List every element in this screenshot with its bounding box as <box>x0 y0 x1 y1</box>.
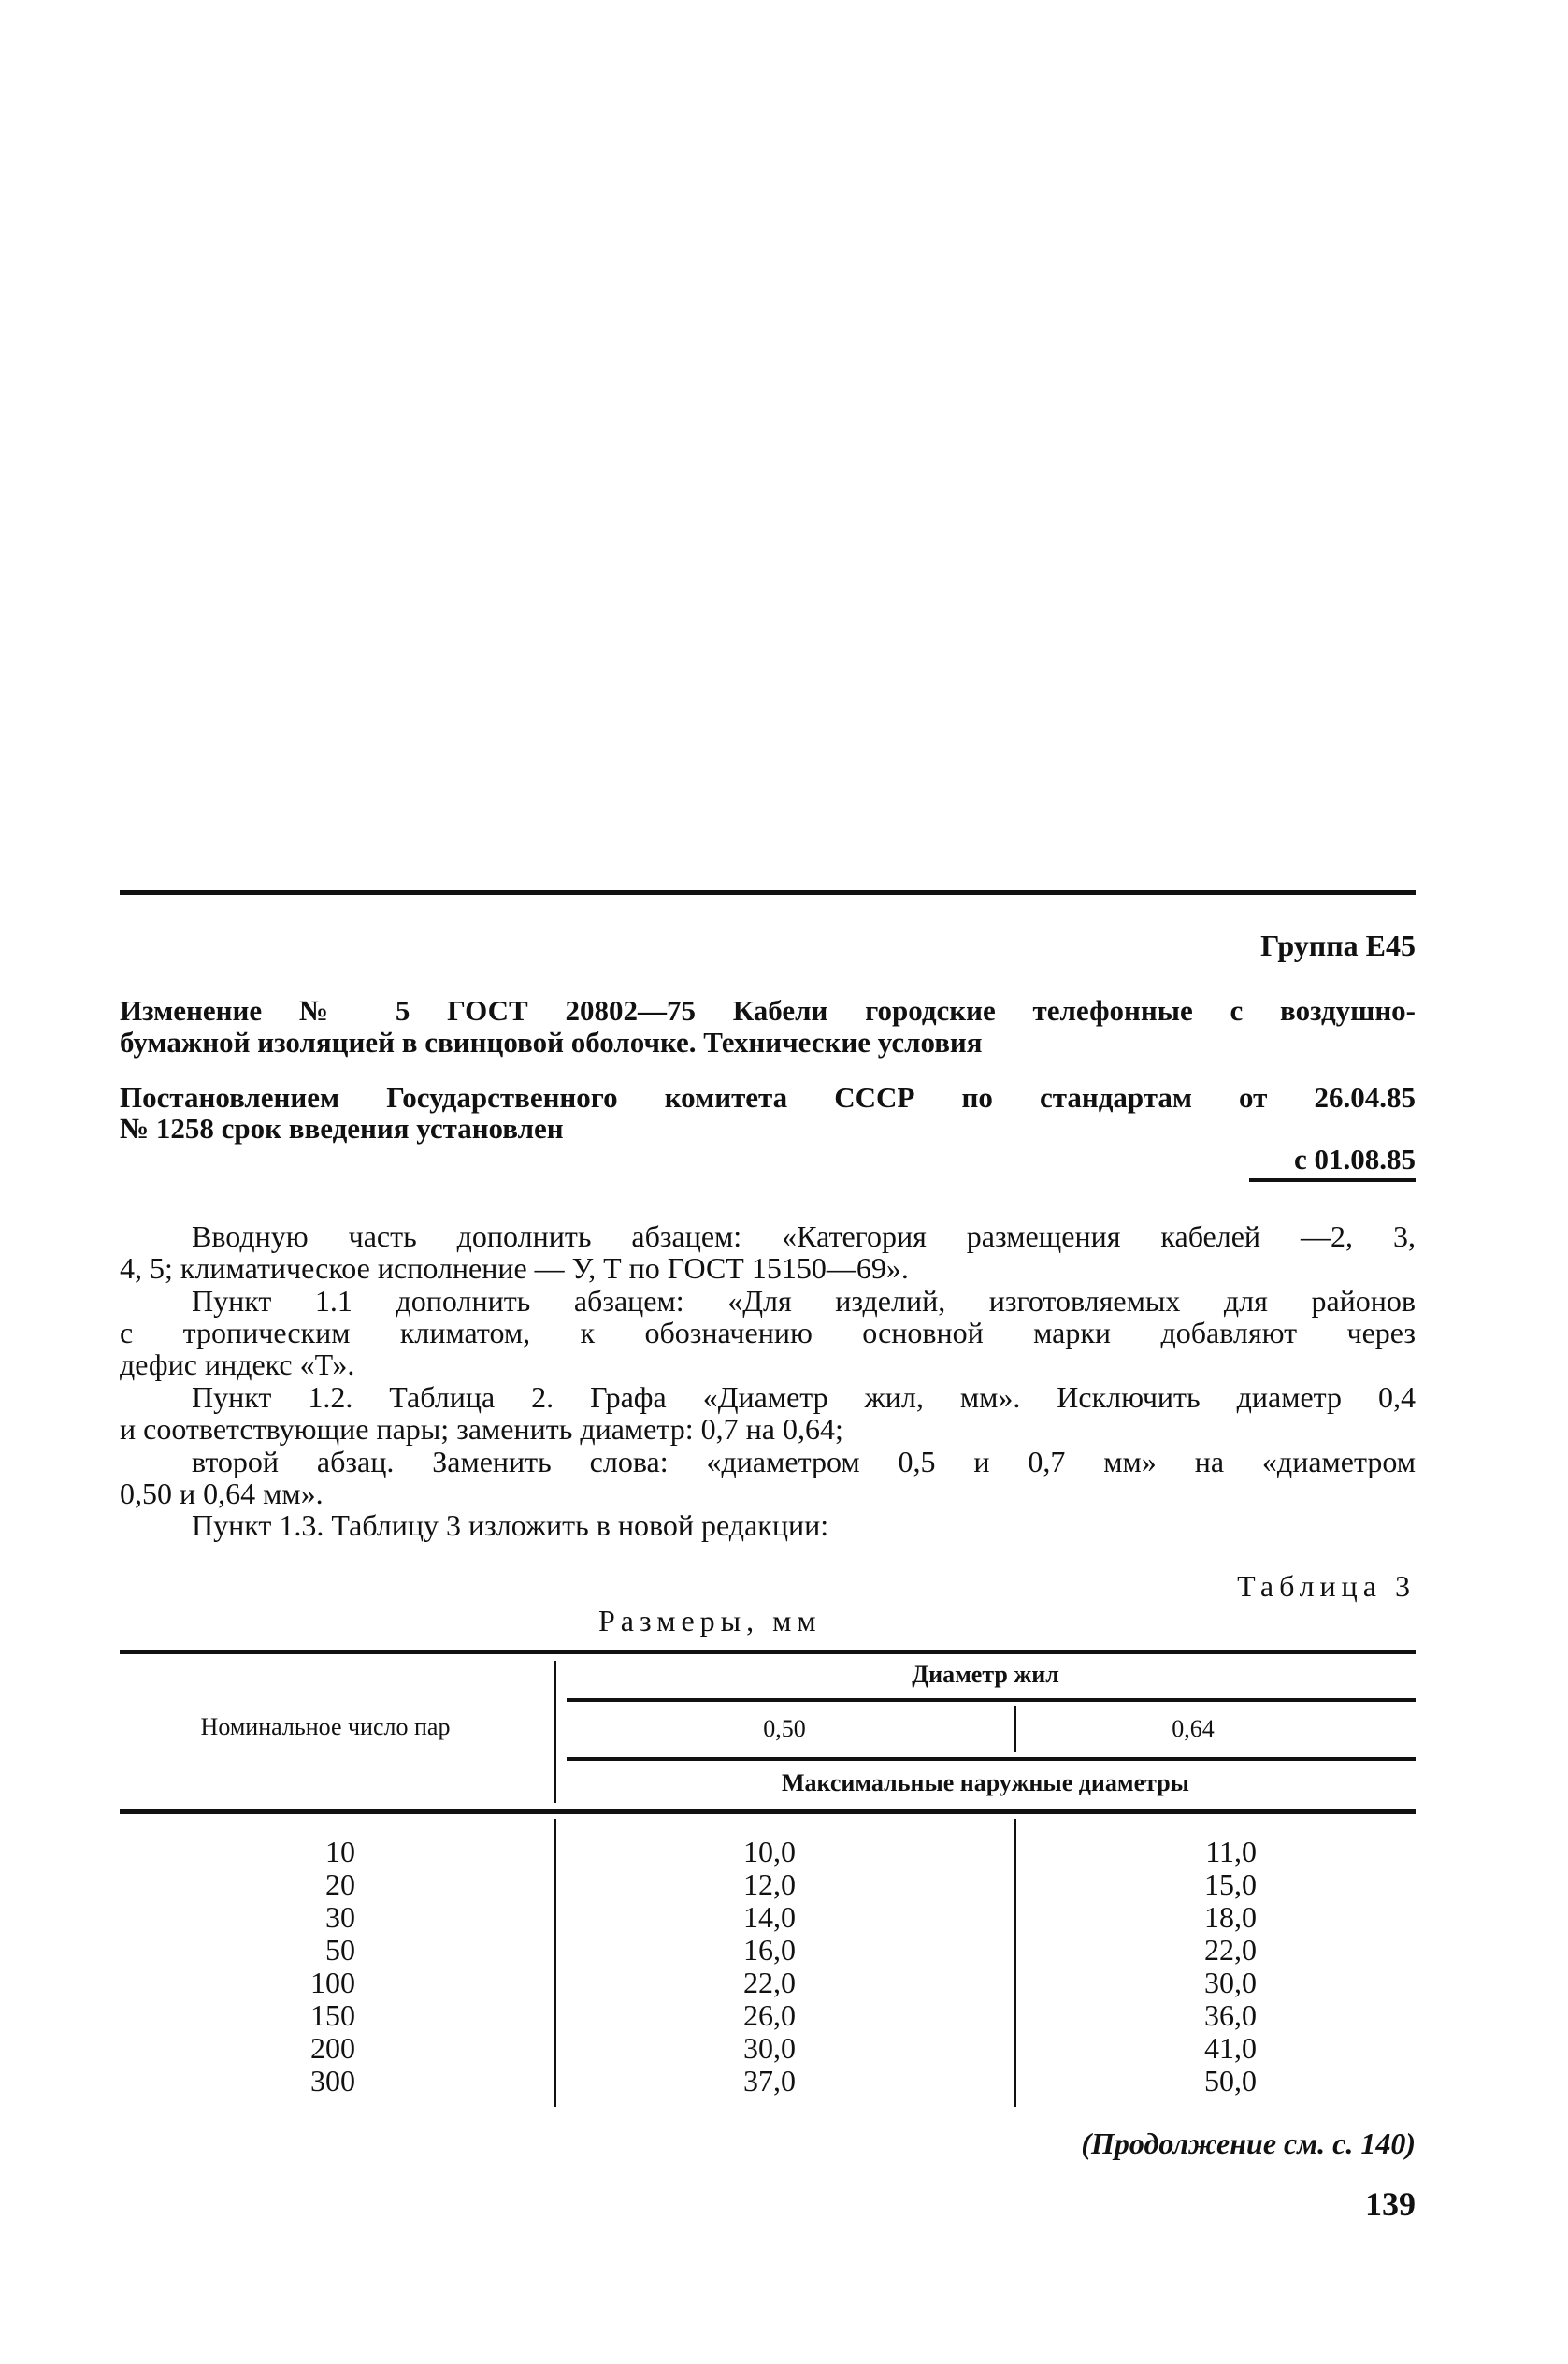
body-line: Вводную часть дополнить абзацем: «Категория размещения кабелей —2, 3, <box>192 1219 1416 1253</box>
cell-d050: 10,0 <box>743 1835 796 1868</box>
cell-d064: 36,0 <box>1204 1998 1257 2032</box>
header-diameter: Диаметр жил <box>912 1661 1059 1688</box>
cell-pairs: 20 <box>325 1867 355 1901</box>
date-underline <box>1249 1178 1416 1182</box>
top-rule <box>120 890 1416 895</box>
cell-pairs: 100 <box>310 1966 355 1999</box>
table-body <box>0 1836 1568 2097</box>
decree-line-2: № 1258 срок введения установлен <box>120 1112 564 1145</box>
group-code: Группа Е45 <box>1260 929 1416 962</box>
body-line: и соответствующие пары; заменить диаметр: 0,7 на 0,64; <box>120 1412 843 1446</box>
body-line: дефис индекс «Т». <box>120 1348 355 1381</box>
cell-d050: 12,0 <box>743 1867 796 1901</box>
table-row <box>0 2032 1568 2065</box>
header-050: 0,50 <box>763 1715 806 1742</box>
header-max: Максимальные наружные диаметры <box>782 1769 1189 1796</box>
cell-d064: 50,0 <box>1204 2064 1257 2097</box>
cell-d050: 30,0 <box>743 2031 796 2065</box>
body-line: Пункт 1.3. Таблицу 3 изложить в новой редакции: <box>192 1508 829 1542</box>
table-row <box>0 1967 1568 1999</box>
cell-pairs: 30 <box>325 1900 355 1934</box>
header-bottom-rule <box>120 1809 1416 1814</box>
cell-d050: 22,0 <box>743 1966 796 1999</box>
table-top-rule <box>120 1650 1416 1654</box>
body-line: 0,50 и 0,64 мм». <box>120 1477 324 1510</box>
table-row <box>0 1999 1568 2032</box>
title-line-1: Изменение № 5 ГОСТ 20802—75 Кабели городские телефонные с воздушно- <box>120 994 1416 1027</box>
table-row <box>0 1868 1568 1901</box>
body-line: Пункт 1.2. Таблица 2. Графа «Диаметр жил, мм». Исключить диаметр 0,4 <box>192 1380 1416 1414</box>
cell-d064: 22,0 <box>1204 1933 1257 1967</box>
header-rule <box>567 1757 1416 1761</box>
cell-d064: 15,0 <box>1204 1867 1257 1901</box>
body-line: 4, 5; климатическое исполнение — У, Т по ГОСТ 15150—69». <box>120 1251 909 1285</box>
cell-d050: 16,0 <box>743 1933 796 1967</box>
effective-date: с 01.08.85 <box>1293 1143 1416 1175</box>
page-number: 139 <box>1365 2185 1416 2223</box>
table-label: Таблица 3 <box>1237 1569 1416 1603</box>
continuation-note: (Продолжение см. с. 140) <box>1081 2126 1416 2160</box>
table-row <box>0 2065 1568 2097</box>
cell-pairs: 10 <box>325 1835 355 1868</box>
cell-pairs: 50 <box>325 1933 355 1967</box>
cell-pairs: 150 <box>310 1998 355 2032</box>
decree-line-1: Постановлением Государственного комитета СССР по стандартам от 26.04.85 <box>120 1081 1416 1114</box>
table-row <box>0 1836 1568 1868</box>
cell-pairs: 300 <box>310 2064 355 2097</box>
table-row <box>0 1901 1568 1934</box>
cell-d064: 30,0 <box>1204 1966 1257 1999</box>
header-rule <box>567 1698 1416 1702</box>
body-line: Пункт 1.1 дополнить абзацем: «Для изделий, изготовляемых для районов <box>192 1284 1416 1318</box>
body-line: второй абзац. Заменить слова: «диаметром 0,5 и 0,7 мм» на «диаметром <box>192 1445 1416 1478</box>
cell-d064: 41,0 <box>1204 2031 1257 2065</box>
body-line: с тропическим климатом, к обозначению основной марки добавляют через <box>120 1316 1416 1349</box>
cell-d050: 14,0 <box>743 1900 796 1934</box>
title-line-2: бумажной изоляцией в свинцовой оболочке. Технические условия <box>120 1026 983 1059</box>
cell-d050: 26,0 <box>743 1998 796 2032</box>
cell-pairs: 200 <box>310 2031 355 2065</box>
cell-d050: 37,0 <box>743 2064 796 2097</box>
cell-d064: 18,0 <box>1204 1900 1257 1934</box>
header-pairs: Номинальное число пар <box>200 1713 451 1740</box>
table-caption: Размеры, мм <box>598 1604 822 1637</box>
table-row <box>0 1934 1568 1967</box>
header-064: 0,64 <box>1172 1715 1215 1742</box>
cell-d064: 11,0 <box>1205 1835 1257 1868</box>
